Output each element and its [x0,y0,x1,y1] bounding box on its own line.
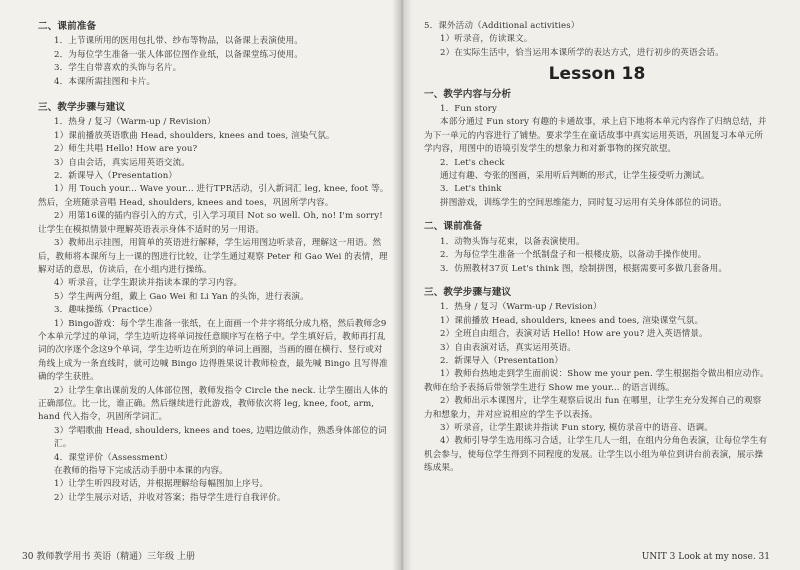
step-paragraph: 2）让学生拿出课前发的人体部位图，教师发指令 Circle the neck. 让学生圈出人体的正确部位。比一比，谁正确。然后继续进行此游戏，教师依次将 leg, knee, foot, arm, hand 代入指令，巩固所学词汇。 [38,385,388,423]
prep-item: 3．学生自带喜欢的头饰与名片。 [54,63,182,74]
step-paragraph: 3）听录音，让学生跟读并指读 Fun story, 模仿录音中的语音、语调。 [440,422,713,433]
prep-item: 1．上节课所用的医用包扎带、纱布等物品，以备课上表演使用。 [54,36,303,47]
extend-item: 1）听录音，仿读课文。 [440,34,533,45]
analysis-heading: 1．Fun story [440,104,497,115]
page-footer-left: 30 教师教学用书 英语（精通）三年级 上册 [22,552,196,562]
step-item: 3）学唱歌曲 Head, shoulders, knees and toes, 边唱边做动作，熟悉身体部位的词汇。 [54,425,387,450]
analysis-paragraph: 通过有趣、夸张的图画，采用听后判断的形式，让学生接受听力测试。 [440,171,710,182]
analysis-heading: 3．Let's think [440,184,502,195]
step-item: 4）听录音，让学生跟读并指读本课的学习内容。 [54,278,243,289]
step-paragraph: 1）教师台热地走到学生面前说：Show me your pen. 学生根据指令做出相应动作。教师在给予表扬后带领学生进行 Show me your... 的语言训练。 [424,369,769,393]
step-heading: 2．新课导入（Presentation） [440,355,564,366]
step-item: 1）课前播放英语歌曲 Head, shoulders, knees and toes, 渲染气氛。 [54,130,335,141]
step-item: 2）全班自由组合，表演对话 Hello! How are you? 进入英语情景。 [440,329,708,340]
step-paragraph: 2）用第16课的插内容引入的方式，引入学习项目 Not so well. Oh, no! I'm sorry! 让学生在模拟情景中理解英语表示身体不适时的另一用语。 [38,211,383,235]
prep-item: 2．为每位学生准备一张人体部位图作业纸，以备课堂练习使用。 [54,49,303,60]
section-title-prep: 二、课前准备 [424,221,483,233]
analysis-heading: 2．Let's check [440,157,505,168]
analysis-paragraph: 拼图游戏，训练学生的空间思维能力，同时复习运用有关身体部位的词语。 [440,197,727,208]
step-heading: 4．课堂评价（Assessment） [54,452,173,463]
section-title-prep: 二、课前准备 [38,21,97,32]
section-title-analysis: 一、教学内容与分析 [424,88,512,100]
step-item: 1）课前播放 Head, shoulders, knees and toes, 渲染课堂气氛。 [440,315,704,326]
step-paragraph: 4）教师引导学生选用练习合适，让学生几人一组，在组内分角色表演，让每位学生有机会参与，使每位学生得到不同程度的发展。让学生以小组为单位到讲台前表演，展示操练成果。 [424,436,768,474]
step-heading: 2．新课导入（Presentation） [54,171,178,182]
step-heading: 1．热身 / 复习（Warm-up / Revision） [440,302,602,313]
step-heading: 3．趣味操练（Practice） [54,305,158,316]
section-title-steps: 三、教学步骤与建议 [38,102,126,114]
extend-item: 2）在实际生活中，恰当运用本课所学的表达方式，进行初步的英语会话。 [440,47,724,58]
prep-item: 3．仿照教材37页 Let's think 图，绘制拼图，根据需要可多做几套备用。 [440,263,728,274]
prep-item: 4．本课所需挂图和卡片。 [54,76,156,87]
right-page-content [424,20,770,476]
step-item: 2）师生共唱 Hello! How are you? [54,144,198,155]
step-paragraph: 2）教师出示本课图片，让学生观察后说出 fun 在哪里，让学生充分发挥自己的观察力和想象力，并对应说相应的学生予以表扬。 [424,396,762,420]
book-gutter [392,0,412,570]
step-item: 2）让学生展示对话，并收对答案；指导学生进行自我评价。 [54,492,286,503]
lesson-title: Lesson 18 [548,64,646,85]
extend-heading: 5．课外活动（Additional activities） [424,21,580,31]
page-footer-right: UNIT 3 Look at my nose. 31 [641,552,770,562]
step-paragraph: 1）Bingo游戏：每个学生准备一张纸，在上面画一个井字将纸分成九格，然后教师念9个本单元学过的单词，学生边听边将单词按任意顺序写在格子中。学生填好后，教师再打乱词的次序逐个念这9个单词，学生边听边在所到的单词上画圈，当画的圈在横行、竖行或对角线上成为一条直线时，就可边喊 Bingo 边得胜果说计教师检查，最先喊 Bingo 且写得准确的学生获胜。 [38,318,388,383]
step-item: 3）自由会话，真实运用英语交流。 [54,157,190,168]
prep-item: 1．动物头饰与花束，以备表演使用。 [440,236,585,247]
step-item: 1）让学生听四段对话，并根据理解给每幅图加上序号。 [54,479,269,490]
step-item: 在教师的指导下完成活动手册中本课的内容。 [54,466,228,476]
analysis-paragraph: 本部分通过 Fun story 有趣的卡通故事，承上启下地将本单元内容作了归纳总结，并为下一单元的内容进行了铺垫。要求学生在童话故事中真实运用英语，巩固复习本单元所学内容，用图中的语境引发学生的想象力和对新事物的探究欲望。 [424,117,767,155]
step-item: 3）自由表演对话，真实运用英语。 [440,342,576,353]
section-title-steps: 三、教学步骤与建议 [424,286,512,298]
step-paragraph: 1）用 Touch your... Wave your... 进行TPR活动，引入新词汇 leg, knee, foot 等。然后，全班随录音唱 Head, shoulders, knees and toes，巩固所学内容。 [38,184,389,208]
step-item: 5）学生两两分组，戴上 Gao Wei 和 Li Yan 的头饰，进行表演。 [54,291,309,302]
step-paragraph: 3）教师出示挂图，用简单的英语进行解释，学生运用图边听录音，理解这一用语。然后，教师将本课所与上一课的图进行比较，让学生通过观察 Peter 和 Gao Wei 的表情，理解对话的意思，仿读后，在小组内进行操练。 [38,238,388,275]
prep-item: 2．为每位学生准备一个纸制盘子和一根楼皮筋，以备动手操作使用。 [440,250,707,261]
step-heading: 1．热身 / 复习（Warm-up / Revision） [54,117,216,128]
left-page-content [38,14,390,505]
